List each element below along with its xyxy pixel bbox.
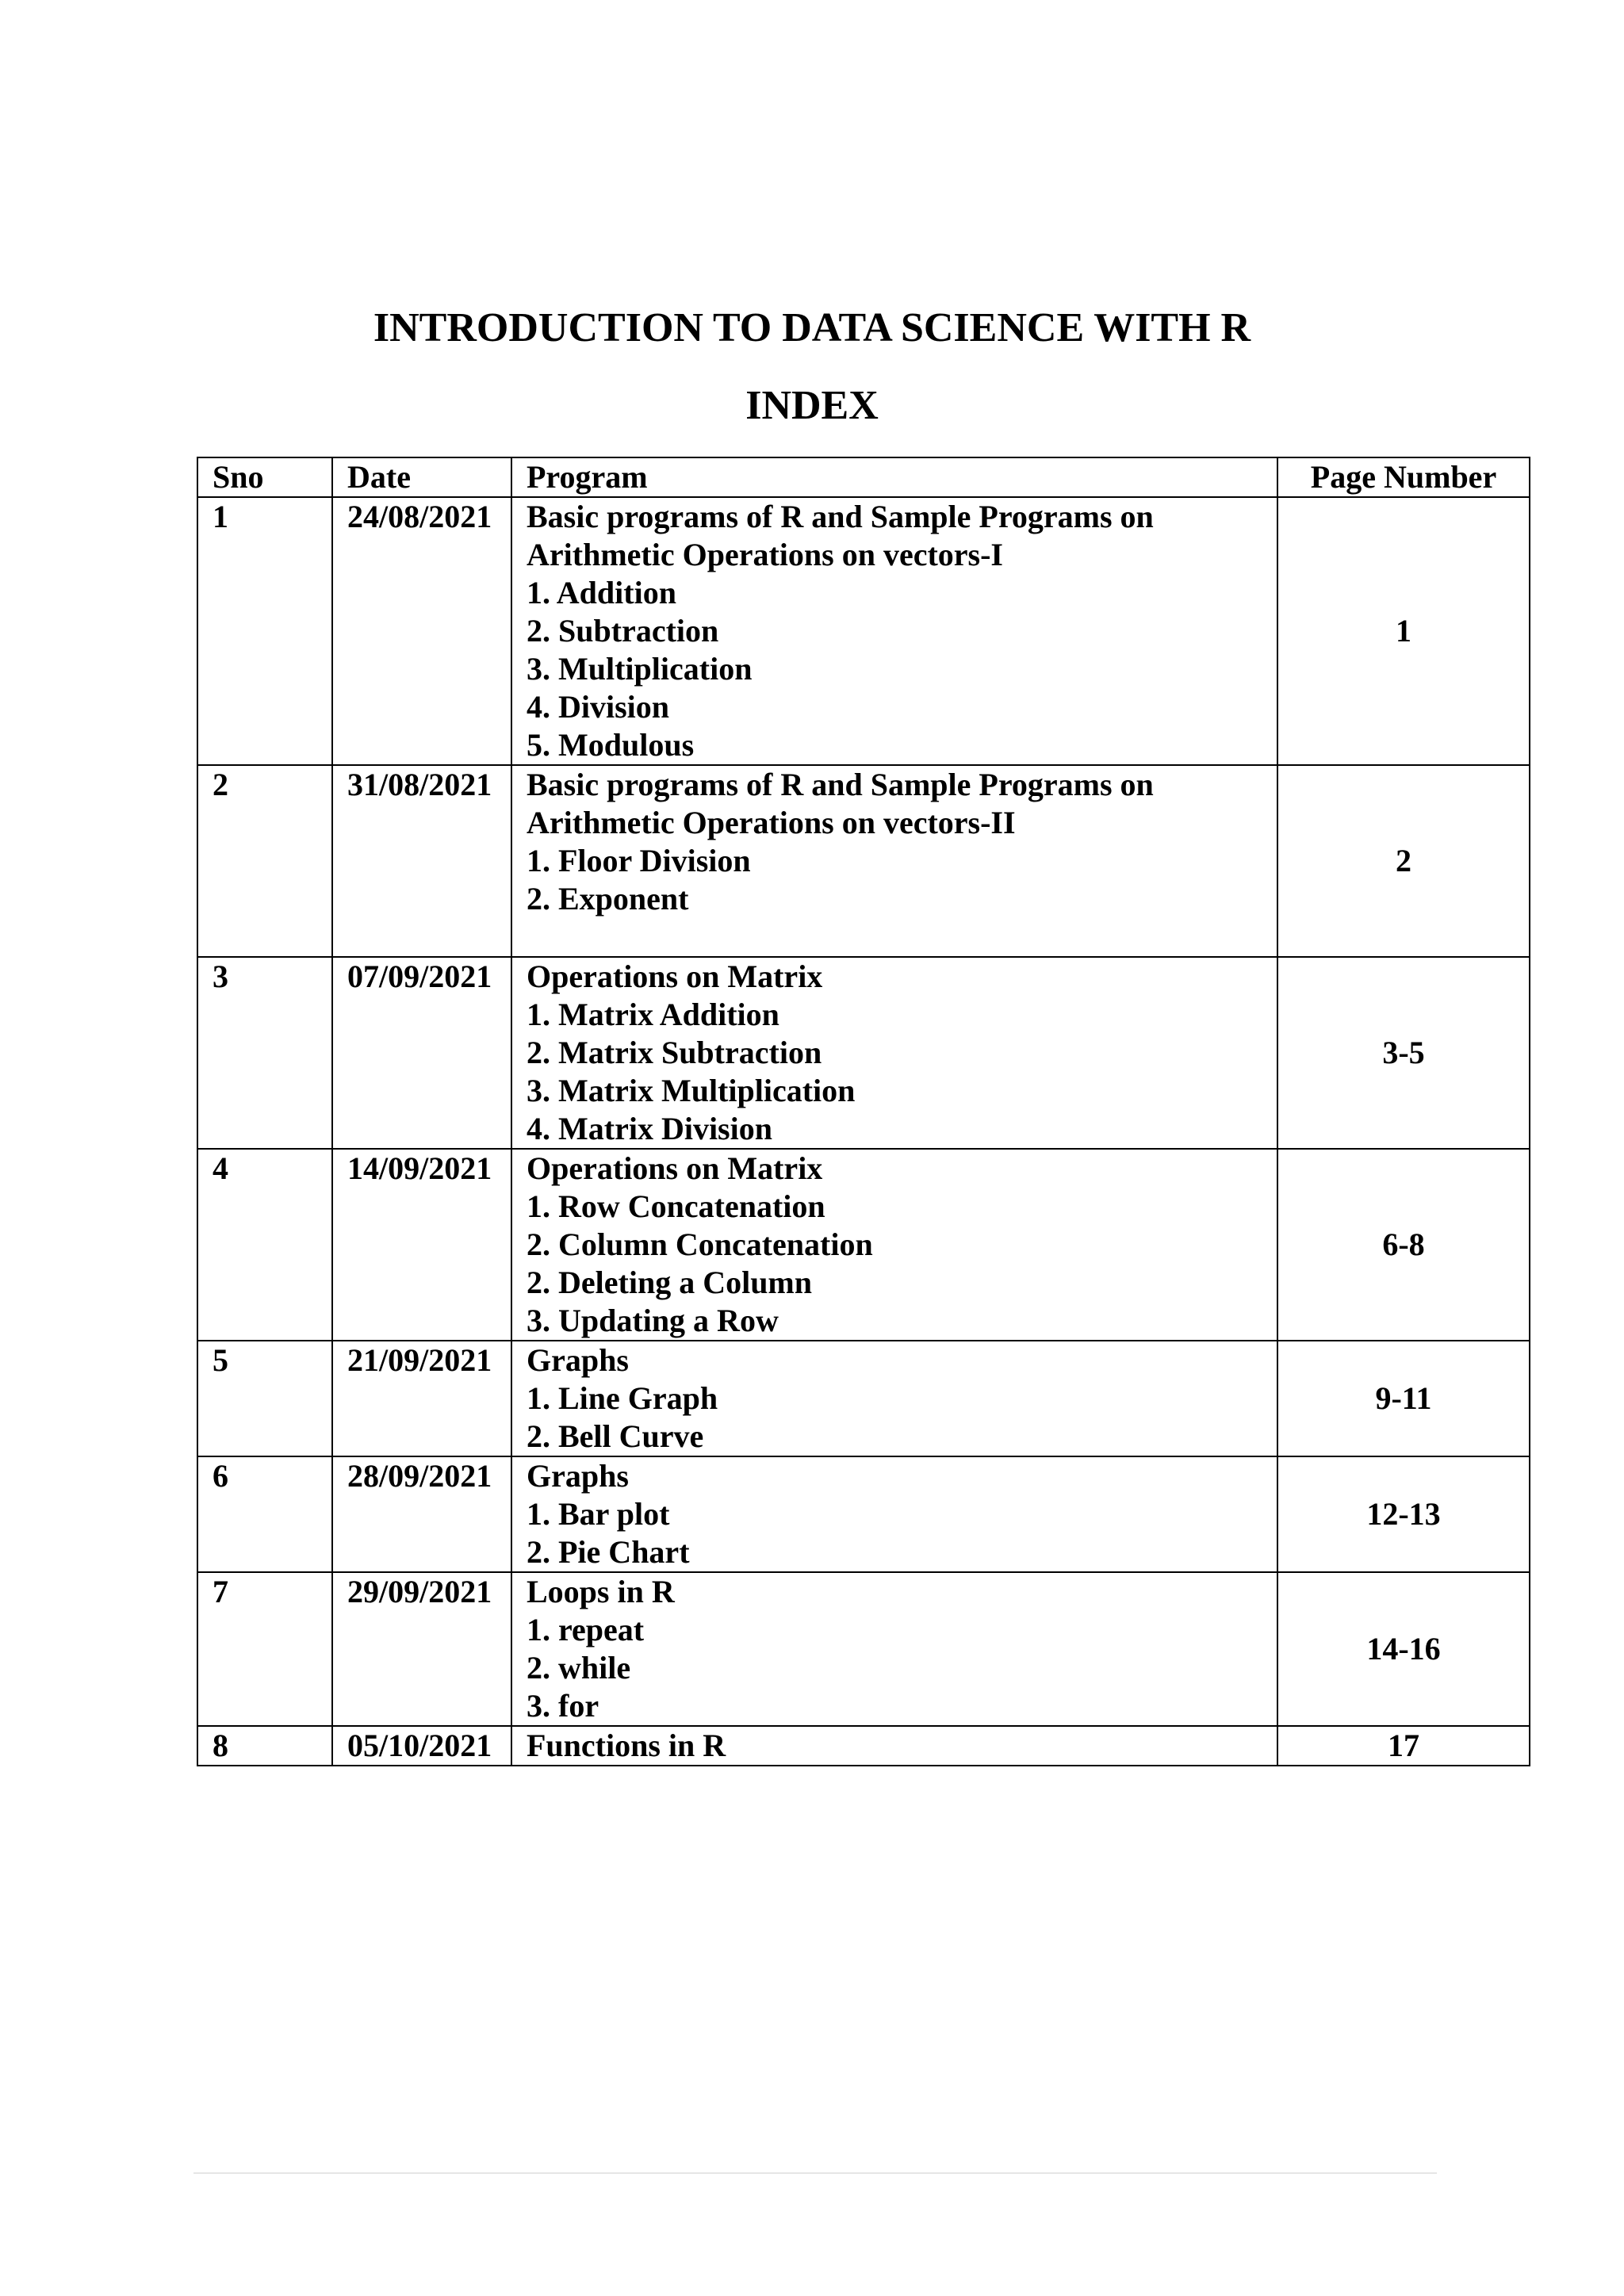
page-number-cell: 9-11: [1277, 1341, 1530, 1456]
footer-divider: [193, 2172, 1437, 2174]
program-line: Graphs: [527, 1342, 629, 1378]
program-line: 2. Subtraction: [527, 613, 719, 649]
header-row: [197, 457, 1530, 497]
program-cell: [511, 1572, 1277, 1726]
sno-cell: 7: [197, 1572, 332, 1726]
program-line: 2. Column Concatenation: [527, 1226, 873, 1262]
date-cell: 28/09/2021: [332, 1456, 511, 1572]
program-line: 2. Deleting a Column: [527, 1265, 812, 1300]
program-cell: [511, 957, 1277, 1149]
program-line: 4. Matrix Division: [527, 1111, 772, 1146]
table-row: [197, 1726, 1530, 1766]
sno-cell: 4: [197, 1149, 332, 1341]
table-row: [197, 957, 1530, 1149]
table-row: [197, 497, 1530, 765]
page-number-cell: 6-8: [1277, 1149, 1530, 1341]
program-line: 2. Bell Curve: [527, 1418, 704, 1454]
page-number-cell: 17: [1277, 1726, 1530, 1766]
sno-cell: 5: [197, 1341, 332, 1456]
program-line: 3. Updating a Row: [527, 1303, 779, 1338]
program-line: 2. Pie Chart: [527, 1534, 690, 1570]
program-line: Operations on Matrix: [527, 959, 823, 994]
program-line: Arithmetic Operations on vectors-II: [527, 805, 1016, 840]
program-line: 2. while: [527, 1650, 631, 1686]
program-line: 1. Matrix Addition: [527, 997, 779, 1032]
program-line: 1. Bar plot: [527, 1496, 670, 1532]
header-sno: Sno: [197, 457, 332, 497]
table-row: [197, 1456, 1530, 1572]
sno-cell: 2: [197, 765, 332, 957]
date-cell: 29/09/2021: [332, 1572, 511, 1726]
page-number-cell: 2: [1277, 765, 1530, 957]
index-table-header: [197, 457, 1530, 497]
sno-cell: 8: [197, 1726, 332, 1766]
page-number-cell: 3-5: [1277, 957, 1530, 1149]
program-line: 3. for: [527, 1688, 599, 1724]
program-line: 2. Exponent: [527, 881, 689, 916]
date-cell: 07/09/2021: [332, 957, 511, 1149]
program-line: Functions in R: [527, 1728, 726, 1763]
program-line: Loops in R: [527, 1574, 675, 1609]
table-row: [197, 1341, 1530, 1456]
program-line: 1. Line Graph: [527, 1380, 718, 1416]
program-line: 1. Addition: [527, 575, 676, 610]
index-heading: INDEX: [745, 383, 879, 428]
index-table-body: [197, 497, 1530, 1766]
page-number-cell: 12-13: [1277, 1456, 1530, 1572]
program-line: 1. repeat: [527, 1612, 645, 1647]
program-line: 3. Matrix Multiplication: [527, 1073, 856, 1108]
header-date: Date: [332, 457, 511, 497]
program-cell: [511, 765, 1277, 957]
program-cell: [511, 1726, 1277, 1766]
table-row: [197, 765, 1530, 957]
date-cell: 14/09/2021: [332, 1149, 511, 1341]
program-line: Basic programs of R and Sample Programs on: [527, 767, 1154, 802]
date-cell: 24/08/2021: [332, 497, 511, 765]
date-cell: 21/09/2021: [332, 1341, 511, 1456]
index-table: [197, 457, 1530, 1766]
sno-cell: 3: [197, 957, 332, 1149]
program-line: Basic programs of R and Sample Programs on: [527, 499, 1154, 534]
program-cell: [511, 1456, 1277, 1572]
program-line: Arithmetic Operations on vectors-I: [527, 537, 1003, 572]
program-line: 2. Matrix Subtraction: [527, 1035, 822, 1070]
date-cell: 31/08/2021: [332, 765, 511, 957]
sno-cell: 6: [197, 1456, 332, 1572]
program-line: Operations on Matrix: [527, 1150, 823, 1186]
header-program: Program: [511, 457, 1277, 497]
program-line: 3. Multiplication: [527, 651, 753, 687]
header-page-number: Page Number: [1277, 457, 1530, 497]
table-row: [197, 1149, 1530, 1341]
program-cell: [511, 1149, 1277, 1341]
sno-cell: 1: [197, 497, 332, 765]
program-line: 5. Modulous: [527, 727, 695, 763]
document-title: INTRODUCTION TO DATA SCIENCE WITH R: [373, 305, 1251, 350]
program-cell: [511, 497, 1277, 765]
table-row: [197, 1572, 1530, 1726]
program-line: 1. Row Concatenation: [527, 1188, 825, 1224]
page-number-cell: 14-16: [1277, 1572, 1530, 1726]
date-cell: 05/10/2021: [332, 1726, 511, 1766]
program-cell: [511, 1341, 1277, 1456]
program-line: 1. Floor Division: [527, 843, 751, 878]
page-number-cell: 1: [1277, 497, 1530, 765]
program-line: Graphs: [527, 1458, 629, 1494]
program-line: 4. Division: [527, 689, 670, 725]
